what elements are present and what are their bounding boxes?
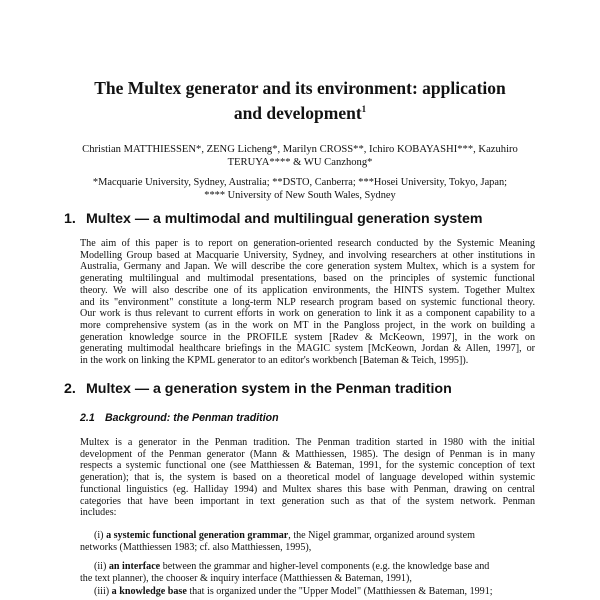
paragraph-line: theory. We will also describe one of its application environments, the HINTS system. Together Multex <box>80 284 535 296</box>
list-item-text: between the grammar and higher-level components (e.g. the knowledge base and <box>160 561 490 572</box>
title-line-2: and development <box>233 102 362 123</box>
paragraph-line: Multex is a generator in the Penman tradition. The Penman tradition started in 1980 with the initial <box>80 437 535 448</box>
list-item-line: the text planner), the chooser & inquiry interface (Matthiessen & Bateman, 1991), <box>80 572 412 584</box>
paragraph-line: respects a systemic functional one (see Matthiessen & Bateman, 1991, for the systemic conception of text <box>80 460 535 472</box>
paragraph-line: Australia, Germany and Japan. We will describe the core generation system Multex, which is a system for <box>80 261 535 273</box>
section-1-heading <box>64 211 482 227</box>
subsection-2-1-number: 2.1 <box>80 412 95 424</box>
affiliations <box>60 177 540 202</box>
section-2-title: Multex — a generation system in the Penman tradition <box>85 381 452 397</box>
list-item-text: that is organized under the "Upper Model" (Matthiessen & Bateman, 1991; <box>186 586 493 597</box>
paragraph-line: development of the Penman generator (Mann & Matthiessen, 1985). The design of Penman is in many <box>80 448 535 460</box>
section-2-number: 2. <box>64 381 76 397</box>
subsection-2-1-heading <box>80 412 279 424</box>
affiliation-line-1: *Macquarie University, Sydney, Australia; **DSTO, Canberra; ***Hosei University, Tokyo, Japan; <box>92 177 508 188</box>
paragraph-line: functional linguistics (eg. Halliday 1994) and Multex shares this base with Penman, drawing on central <box>80 483 535 495</box>
section-1-paragraph <box>80 238 535 367</box>
list-item-line <box>80 561 535 573</box>
paragraph-line: includes: <box>80 507 117 519</box>
list-item-keyword: an interface <box>108 561 161 572</box>
list-item-marker: (iii) <box>94 586 110 597</box>
paragraph-line: more comprehensive system (as in the work on MT in the Pangloss project, in the work on building a <box>80 319 535 331</box>
paragraph-line: The aim of this paper is to report on generation-oriented research conducted by the Systemic Meaning <box>80 238 535 249</box>
section-2-heading <box>64 381 452 397</box>
paragraph-line: generating multilingual and multimodal presentations, based on the principles of systemic functional <box>80 273 535 285</box>
list-item-text: , the Nigel grammar, organized around system <box>288 530 475 541</box>
section-1-title: Multex — a multimodal and multilingual generation system <box>85 211 483 227</box>
paragraph-line: and its "environment" constitute a long-term NLP research program based on systemic functional theory. <box>80 296 535 308</box>
list-item-line <box>80 530 535 542</box>
author-list <box>60 144 540 169</box>
affiliation-line-2: **** University of New South Wales, Sydney <box>204 189 396 201</box>
paragraph-line: generation knowledge source in the PROFILE system [Radev & McKeown, 1997], in the work on <box>80 331 535 343</box>
list-item-line: networks (Matthiessen 1983; cf. also Matthiessen, 1995), <box>80 541 312 553</box>
paragraph-line: categories that have been important in text generation such as that of the system network. Penman <box>80 495 535 507</box>
list-item <box>80 530 535 553</box>
subsection-2-1-title: Background: the Penman tradition <box>104 412 279 424</box>
paper-title <box>60 78 540 124</box>
list-item <box>80 586 535 598</box>
authors-line-1: Christian MATTHIESSEN*, ZENG Licheng*, Marilyn CROSS**, Ichiro KOBAYASHI***, Kazuhiro <box>82 144 518 155</box>
list-item-line <box>80 586 535 598</box>
paragraph-line: generation); that is, the system is based on a theoretical model of language developed within systemic <box>80 472 535 484</box>
paragraph-line: in the work on linking the KPML generator to an editor's workbench [Bateman & Teich, 1995]). <box>80 355 469 367</box>
paragraph-line: Modelling Group based at Macquarie University, Sydney, and involving researchers at other institutions in <box>80 249 535 261</box>
authors-line-2: TERUYA**** & WU Canzhong* <box>227 156 373 168</box>
list-item-keyword: a knowledge base <box>111 586 187 597</box>
title-footnote-mark: 1 <box>361 104 367 114</box>
list-item-marker: (ii) <box>94 561 107 572</box>
title-line-1: The Multex generator and its environment: application <box>94 78 506 98</box>
paragraph-line: Our work is thus relevant to current efforts in work on generation to link it as a component capability to a <box>80 308 535 320</box>
list-item <box>80 561 535 584</box>
subsection-2-1-paragraph <box>80 437 535 519</box>
list-item-keyword: a systemic functional generation grammar <box>106 530 289 541</box>
paragraph-line: generating multimodal healthcare briefings in the MAGIC system [McKeown, Jordan & Allen, 1997], or <box>80 343 535 355</box>
section-1-number: 1. <box>64 211 76 227</box>
list-item-marker: (i) <box>94 530 104 541</box>
